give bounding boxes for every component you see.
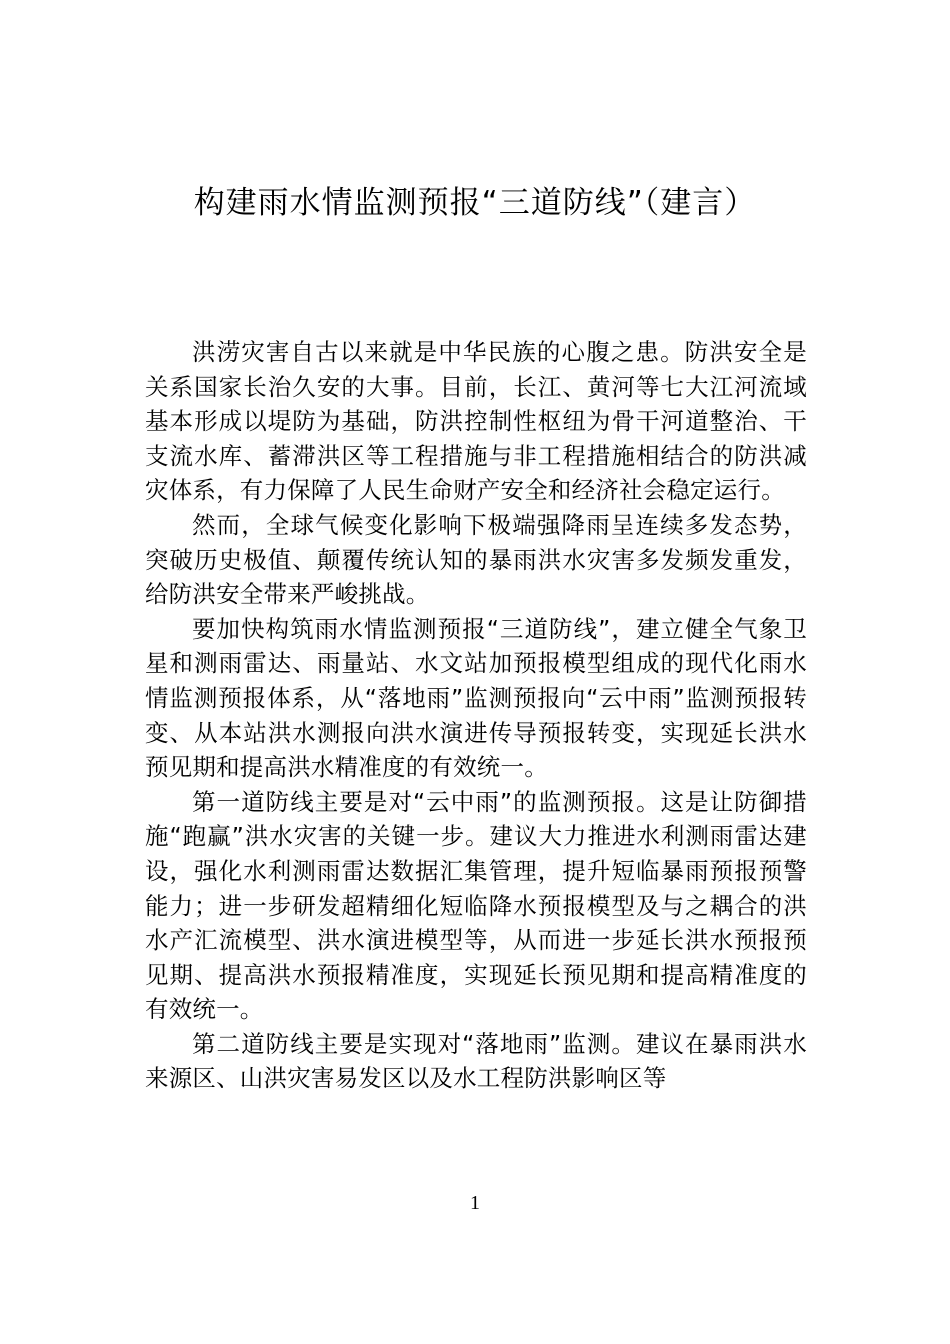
paragraph-challenge: 然而，全球气候变化影响下极端强降雨呈连续多发态势，突破历史极值、颠覆传统认知的暴雨洪水灾害多发频发重发，给防洪安全带来严峻挑战。 bbox=[145, 510, 807, 609]
paragraph-second-line: 第二道防线主要是实现对“落地雨”监测。建议在暴雨洪水来源区、山洪灾害易发区以及水工程防洪影响区等 bbox=[145, 1029, 807, 1093]
paragraph-first-line: 第一道防线主要是对“云中雨”的监测预报。这是让防御措施“跑赢”洪水灾害的关键一步。建议大力推进水利测雨雷达建设，强化水利测雨雷达数据汇集管理，提升短临暴雨预报预警能力；进一步研发超精细化短临降水预报模型及与之耦合的洪水产汇流模型、洪水演进模型等，从而进一步延长洪水预报预见期、提高洪水预报精准度，实现延长预见期和提高精准度的有效统一。 bbox=[145, 787, 807, 1024]
paragraph-intro: 洪涝灾害自古以来就是中华民族的心腹之患。防洪安全是关系国家长治久安的大事。目前，长江、黄河等七大江河流域基本形成以堤防为基础，防洪控制性枢纽为骨干河道整治、干支流水库、蓄滞洪区等工程措施与非工程措施相结合的防洪减灾体系，有力保障了人民生命财产安全和经济社会稳定运行。 bbox=[145, 338, 807, 505]
paragraph-three-lines: 要加快构筑雨水情监测预报“三道防线”，建立健全气象卫星和测雨雷达、雨量站、水文站加预报模型组成的现代化雨水情监测预报体系，从“落地雨”监测预报向“云中雨”监测预报转变、从本站洪水测报向洪水演进传导预报转变，实现延长洪水预见期和提高洪水精准度的有效统一。 bbox=[145, 614, 807, 782]
page-number: 1 bbox=[470, 1192, 480, 1214]
document-body bbox=[145, 335, 807, 1096]
document-title: 构建雨水情监测预报“三道防线”（建言） bbox=[193, 185, 757, 221]
